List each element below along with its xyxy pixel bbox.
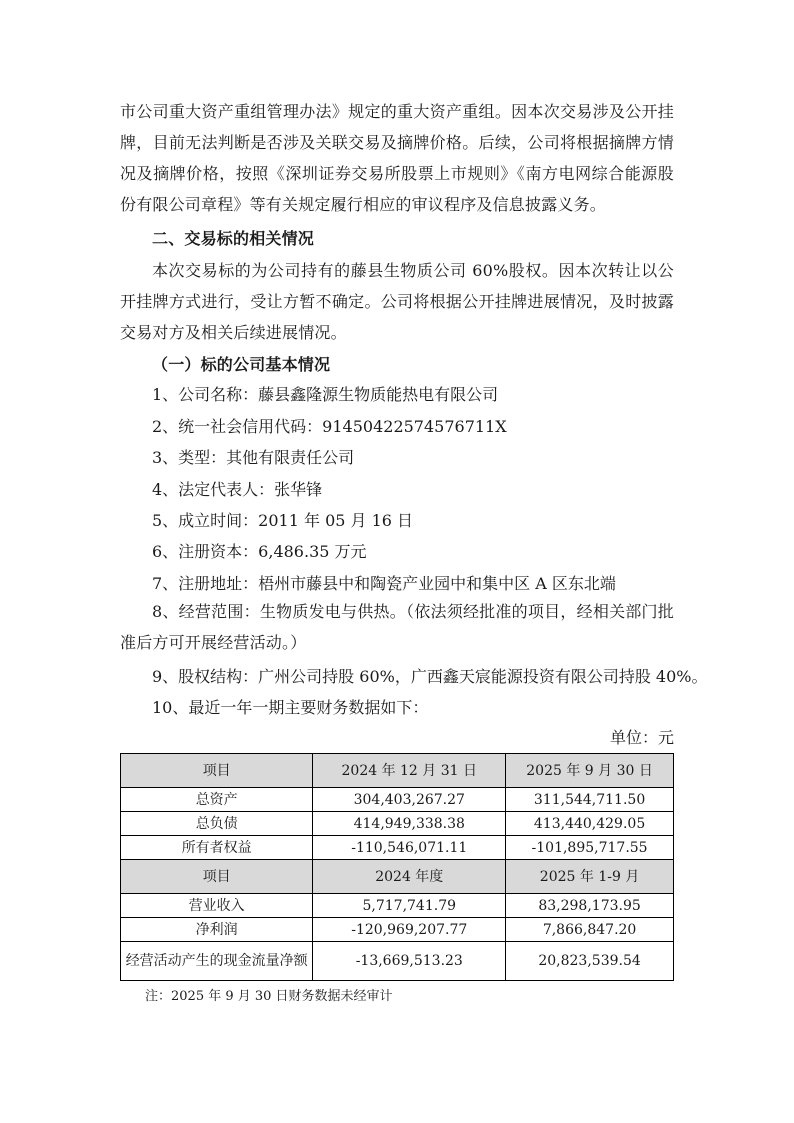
- table-cell: 7,866,847.20: [506, 918, 674, 942]
- table-header-cell: 2025 年 1-9 月: [506, 860, 674, 894]
- item-business-scope: 8、经营范围：生物质发电与供热。（依法须经批准的项目，经相关部门批准后方可开展经营活动。）: [120, 602, 674, 652]
- table-row: [121, 788, 674, 812]
- item-company-name: 1、公司名称：藤县鑫隆源生物质能热电有限公司: [152, 385, 499, 404]
- table-cell: 所有者权益: [121, 836, 313, 860]
- table-cell: 304,403,267.27: [313, 788, 506, 812]
- item-type: 3、类型：其他有限责任公司: [152, 448, 355, 467]
- table-cell: 414,949,338.38: [313, 812, 506, 836]
- table-cell: 83,298,173.95: [506, 894, 674, 918]
- table-cell: 20,823,539.54: [506, 942, 674, 981]
- footnote: 注：2025 年 9 月 30 日财务数据未经审计: [145, 989, 393, 1004]
- table-cell: -101,895,717.55: [506, 836, 674, 860]
- table-header-cell: 项目: [121, 860, 313, 894]
- table-header-cell: 2024 年度: [313, 860, 506, 894]
- item-financial-intro: 10、最近一年一期主要财务数据如下：: [152, 698, 429, 717]
- table-header-cell: 2024 年 12 月 31 日: [313, 754, 506, 788]
- table-header-row: [121, 860, 674, 894]
- section2-paragraph: 本次交易标的为公司持有的藤县生物质公司 60%股权。因本次转让以公开挂牌方式进行，受让方暂不确定。公司将根据公开挂牌进展情况，及时披露交易对方及相关后续进展情况。: [120, 261, 674, 342]
- table-header-cell: 项目: [121, 754, 313, 788]
- item-established: 5、成立时间：2011 年 05 月 16 日: [152, 511, 414, 530]
- table-row: [121, 918, 674, 942]
- table-cell: 5,717,741.79: [313, 894, 506, 918]
- table-cell: 经营活动产生的现金流量净额: [121, 942, 313, 981]
- table-cell: -13,669,513.23: [313, 942, 506, 981]
- section2-heading: 二、交易标的相关情况: [152, 229, 315, 248]
- intro-paragraph: 市公司重大资产重组管理办法》规定的重大资产重组。因本次交易涉及公开挂牌，目前无法判断是否涉及关联交易及摘牌价格。后续，公司将根据摘牌方情况及摘牌价格，按照《深圳证券交易所股票上市规则》《南方电网综合能源股份有限公司章程》等有关规定履行相应的审议程序及信息披露义务。: [120, 102, 674, 214]
- table-cell: 413,440,429.05: [506, 812, 674, 836]
- item-legal-rep: 4、法定代表人：张华锋: [152, 480, 323, 499]
- table-cell: -120,969,207.77: [313, 918, 506, 942]
- table-header-row: [121, 754, 674, 788]
- table-row: [121, 836, 674, 860]
- table-cell: 总资产: [121, 788, 313, 812]
- table-header-cell: 2025 年 9 月 30 日: [506, 754, 674, 788]
- item-capital: 6、注册资本：6,486.35 万元: [152, 542, 367, 561]
- item-address: 7、注册地址：梧州市藤县中和陶瓷产业园中和集中区 A 区东北端: [152, 574, 616, 593]
- table-cell: -110,546,071.11: [313, 836, 506, 860]
- item-equity-structure: 9、股权结构：广州公司持股 60%，广西鑫天宸能源投资有限公司持股 40%。: [152, 667, 708, 686]
- table-cell: 营业收入: [121, 894, 313, 918]
- table-cell: 总负债: [121, 812, 313, 836]
- table-row: [121, 812, 674, 836]
- subsection-heading: （一）标的公司基本情况: [152, 355, 331, 374]
- item-credit-code: 2、统一社会信用代码：91450422574576711X: [152, 417, 507, 436]
- unit-label: 单位：元: [609, 728, 674, 747]
- table-row: [121, 894, 674, 918]
- table-cell: 净利润: [121, 918, 313, 942]
- table-cell: 311,544,711.50: [506, 788, 674, 812]
- table-row: [121, 942, 674, 981]
- financial-table: [120, 753, 674, 981]
